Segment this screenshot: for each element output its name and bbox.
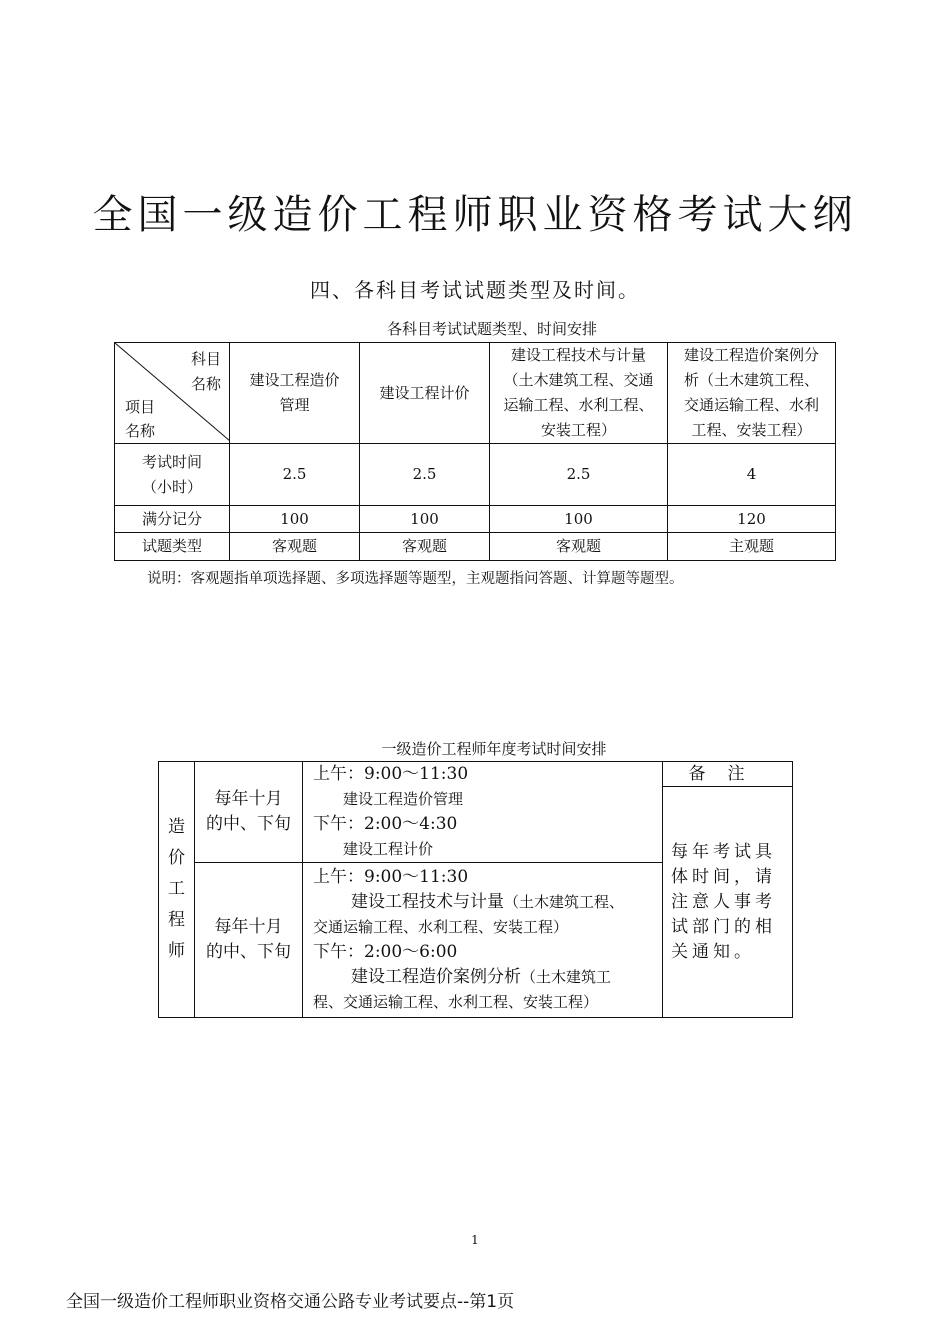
- table-cell: 客观题: [360, 533, 490, 561]
- header-label: 科目: [190, 350, 221, 368]
- section-heading: 四、各科目考试试题类型及时间。: [310, 278, 640, 302]
- page-title: 全国一级造价工程师职业资格考试大纲: [92, 192, 858, 238]
- diagonal-header-cell: [115, 343, 230, 444]
- exam-subjects-table: [114, 342, 836, 561]
- table-cell: 2.5: [360, 444, 490, 506]
- table-row: [115, 506, 836, 533]
- table-cell: 2.5: [230, 444, 360, 506]
- subject-header: 建设工程技术与计量 （土木建筑工程、交通 运输工程、水利工程、 安装工程）: [490, 343, 668, 444]
- table-cell: 120: [668, 506, 836, 533]
- header-label: 名称: [190, 375, 221, 393]
- table-cell: 100: [230, 506, 360, 533]
- table-row: [115, 444, 836, 506]
- table-caption: 一级造价工程师年度考试时间安排: [381, 740, 607, 758]
- page-footer: 全国一级造价工程师职业资格交通公路专业考试要点--第1页: [66, 1292, 515, 1312]
- header-label: 项目: [125, 398, 156, 416]
- row-label: 满分记分: [115, 506, 230, 533]
- table-cell: 客观题: [230, 533, 360, 561]
- header-label: 名称: [125, 422, 156, 440]
- subject-header: 建设工程造价 管理: [230, 343, 360, 444]
- subject-header: 建设工程造价案例分 析（土木建筑工程、 交通运输工程、水利 工程、安装工程）: [668, 343, 836, 444]
- table-cell: 2.5: [490, 444, 668, 506]
- table-cell: 客观题: [490, 533, 668, 561]
- category-cell: 造 价 工 程 师: [159, 762, 195, 1018]
- table-header-row: [115, 343, 836, 444]
- table-note: 说明：客观题指单项选择题、多项选择题等题型，主观题指问答题、计算题等题型。: [147, 571, 684, 587]
- page-number: 1: [471, 1233, 479, 1247]
- table-cell: 主观题: [668, 533, 836, 561]
- schedule-cell: 上午：9:00～11:30 建设工程造价管理 下午：2:00～4:30 建设工程计价: [303, 762, 663, 863]
- table-cell: 100: [360, 506, 490, 533]
- remark-header: 备注: [663, 762, 793, 787]
- table-row: [115, 533, 836, 561]
- table-cell: 100: [490, 506, 668, 533]
- remark-body: 每年考试具体时间，请注意人事考试部门的相关通知。: [663, 787, 793, 1018]
- schedule-cell: 上午：9:00～11:30 建设工程技术与计量（土木建筑工程、 交通运输工程、水利工程、安装工程） 下午：2:00～6:00 建设工程造价案例分析（土木建筑工 程、交通运输工程、水利工程、安装工程）: [303, 863, 663, 1018]
- row-label: 考试时间 （小时）: [115, 444, 230, 506]
- table-caption: 各科目考试试题类型、时间安排: [386, 320, 597, 338]
- period-cell: 每年十月 的中、下旬: [195, 762, 303, 863]
- subject-header: 建设工程计价: [360, 343, 490, 444]
- table-cell: 4: [668, 444, 836, 506]
- period-cell: 每年十月 的中、下旬: [195, 863, 303, 1018]
- row-label: 试题类型: [115, 533, 230, 561]
- exam-schedule-table: [158, 761, 793, 1018]
